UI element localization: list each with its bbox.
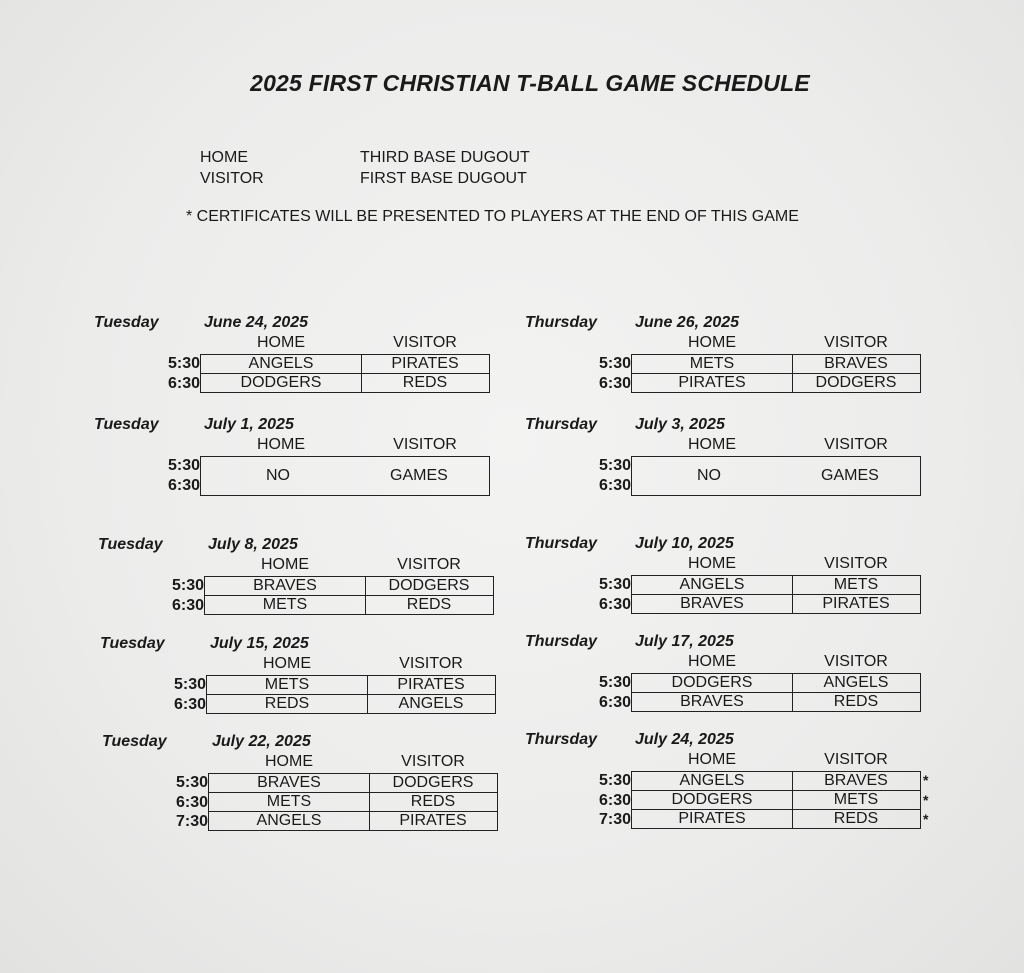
time-column: [160, 675, 206, 714]
home-header: HOME: [688, 334, 736, 351]
certificate-mark: *: [923, 772, 929, 788]
certificate-mark: [923, 354, 927, 374]
certificate-mark: [496, 576, 500, 596]
certificate-mark: [500, 793, 504, 813]
certificate-mark: [923, 575, 927, 595]
table-row: [632, 594, 920, 613]
home-team: BRAVES: [209, 774, 370, 792]
certificate-note: * CERTIFICATES WILL BE PRESENTED TO PLAYERS AT THE END OF THIS GAME: [186, 208, 799, 225]
visitor-header: VISITOR: [399, 655, 463, 672]
game-time: 7:30: [598, 811, 631, 828]
visitor-team: ANGELS: [398, 695, 464, 712]
visitor-header: VISITOR: [824, 334, 888, 351]
certificate-marks: [498, 675, 502, 714]
game-date: July 8, 2025: [208, 536, 298, 553]
home-team: METS: [207, 676, 368, 694]
table-row: [201, 355, 489, 373]
home-header: HOME: [688, 653, 736, 670]
visitor-team: REDS: [406, 596, 452, 613]
matchup-table: [631, 575, 921, 614]
visitor-team: DODGERS: [815, 374, 897, 391]
certificate-mark: [492, 374, 496, 394]
game-date: July 24, 2025: [635, 731, 734, 748]
game-day: Thursday: [525, 416, 598, 433]
certificate-mark: [500, 812, 504, 832]
game-time: 6:30: [598, 374, 631, 392]
visitor-header: VISITOR: [393, 334, 457, 351]
table-row: [632, 674, 920, 692]
home-team: BRAVES: [632, 693, 793, 711]
table-row: [209, 792, 497, 811]
certificate-mark: [498, 695, 502, 715]
no-games-left: NO: [697, 467, 721, 484]
table-row: [632, 772, 920, 790]
visitor-team: ANGELS: [823, 674, 889, 691]
matchup-table: [200, 354, 490, 393]
visitor-team: PIRATES: [397, 676, 465, 693]
matchup-table: [631, 673, 921, 712]
game-day: Thursday: [525, 731, 598, 748]
no-games-right: GAMES: [390, 467, 448, 484]
home-team: PIRATES: [632, 374, 793, 392]
certificate-marks: [923, 575, 927, 614]
visitor-team: PIRATES: [399, 812, 467, 829]
matchup-table: [206, 675, 496, 714]
game-date: July 22, 2025: [212, 733, 311, 750]
table-row: [632, 809, 920, 828]
visitor-team: PIRATES: [391, 355, 459, 372]
home-team: DODGERS: [632, 674, 793, 692]
table-row: [201, 373, 489, 392]
home-header: HOME: [257, 334, 305, 351]
visitor-team: PIRATES: [822, 595, 890, 612]
table-row: [632, 576, 920, 594]
time-column: [585, 771, 631, 830]
game-day-block: [525, 416, 945, 516]
certificate-mark: [500, 773, 504, 793]
legend-visitor-label: VISITOR: [200, 170, 264, 187]
game-day: Thursday: [525, 314, 598, 331]
home-header: HOME: [263, 655, 311, 672]
table-row: [207, 676, 495, 694]
game-day: Tuesday: [100, 635, 165, 652]
home-team: METS: [209, 793, 370, 811]
visitor-header: VISITOR: [824, 436, 888, 453]
certificate-marks: [923, 673, 927, 712]
table-row: [632, 373, 920, 392]
certificate-mark: [923, 374, 927, 394]
game-time: 6:30: [598, 693, 631, 711]
visitor-team: BRAVES: [824, 772, 888, 789]
table-row: [632, 355, 920, 373]
game-time: 6:30: [171, 596, 204, 614]
certificate-mark: [496, 596, 500, 616]
certificate-mark: [923, 693, 927, 713]
game-day: Thursday: [525, 633, 598, 650]
game-day: Tuesday: [94, 314, 159, 331]
game-date: June 24, 2025: [204, 314, 309, 331]
game-date: July 15, 2025: [210, 635, 309, 652]
home-team: BRAVES: [205, 577, 366, 595]
game-time: 6:30: [167, 477, 200, 494]
table-row: [209, 811, 497, 830]
time-column: [585, 575, 631, 614]
certificate-marks: [923, 354, 927, 393]
game-time: 6:30: [173, 695, 206, 713]
visitor-header: VISITOR: [824, 653, 888, 670]
certificate-mark: *: [923, 791, 929, 808]
visitor-header: VISITOR: [401, 753, 465, 770]
game-date: July 1, 2025: [204, 416, 294, 433]
home-header: HOME: [688, 436, 736, 453]
visitor-team: DODGERS: [388, 577, 470, 594]
matchup-table: [204, 576, 494, 615]
game-day-block: [525, 731, 945, 831]
game-time: 5:30: [167, 355, 200, 372]
table-row: [205, 595, 493, 614]
game-day-block: [94, 314, 514, 414]
home-team: METS: [632, 355, 793, 373]
visitor-header: VISITOR: [824, 555, 888, 572]
game-day-block: [525, 633, 945, 733]
certificate-marks: [492, 354, 496, 393]
table-row: [632, 692, 920, 711]
visitor-team: METS: [833, 576, 879, 593]
game-time: 5:30: [598, 576, 631, 593]
game-time: 6:30: [175, 793, 208, 811]
certificate-marks: [500, 773, 504, 832]
certificate-mark: [923, 673, 927, 693]
table-row: [205, 577, 493, 595]
game-day: Tuesday: [102, 733, 167, 750]
home-team: ANGELS: [209, 812, 370, 830]
time-column: [162, 773, 208, 832]
time-column: [585, 456, 631, 496]
game-time: 5:30: [598, 674, 631, 691]
game-date: July 10, 2025: [635, 535, 734, 552]
visitor-team: METS: [833, 791, 879, 808]
time-column: [154, 456, 200, 496]
home-team: REDS: [207, 695, 368, 713]
visitor-team: DODGERS: [392, 774, 474, 791]
game-time: 6:30: [598, 477, 631, 494]
game-time: 5:30: [173, 676, 206, 693]
certificate-marks: [496, 576, 500, 615]
legend-home-label: HOME: [200, 149, 248, 166]
time-column: [585, 354, 631, 393]
table-row: [209, 774, 497, 792]
game-time: 5:30: [171, 577, 204, 594]
game-day-block: [98, 536, 518, 636]
home-team: ANGELS: [632, 772, 793, 790]
game-day-block: [525, 535, 945, 635]
game-day-block: [102, 733, 522, 833]
visitor-header: VISITOR: [824, 751, 888, 768]
home-team: ANGELS: [632, 576, 793, 594]
no-games-box: [631, 456, 921, 496]
matchup-table: [631, 354, 921, 393]
home-header: HOME: [688, 555, 736, 572]
game-time: 6:30: [167, 374, 200, 392]
home-team: DODGERS: [201, 374, 362, 392]
certificate-mark: *: [923, 811, 929, 827]
visitor-team: REDS: [402, 374, 448, 391]
game-date: June 26, 2025: [635, 314, 740, 331]
no-games-box: [200, 456, 490, 496]
game-day: Tuesday: [98, 536, 163, 553]
game-time: 6:30: [598, 791, 631, 809]
visitor-team: REDS: [833, 810, 879, 827]
certificate-mark: [492, 354, 496, 374]
game-day-block: [525, 314, 945, 414]
time-column: [154, 354, 200, 393]
visitor-team: BRAVES: [824, 355, 888, 372]
game-date: July 17, 2025: [635, 633, 734, 650]
home-header: HOME: [265, 753, 313, 770]
game-time: 5:30: [167, 457, 200, 474]
matchup-table: [208, 773, 498, 831]
matchup-table: [631, 771, 921, 829]
home-team: BRAVES: [632, 595, 793, 613]
game-time: 5:30: [598, 355, 631, 372]
home-header: HOME: [688, 751, 736, 768]
legend-home-value: THIRD BASE DUGOUT: [360, 149, 530, 166]
game-time: 5:30: [598, 772, 631, 789]
visitor-header: VISITOR: [393, 436, 457, 453]
no-games-right: GAMES: [821, 467, 879, 484]
game-time: 7:30: [175, 813, 208, 830]
game-time: 5:30: [598, 457, 631, 474]
time-column: [585, 673, 631, 712]
game-time: 6:30: [598, 595, 631, 613]
home-team: PIRATES: [632, 810, 793, 828]
time-column: [158, 576, 204, 615]
visitor-team: REDS: [410, 793, 456, 810]
home-team: DODGERS: [632, 791, 793, 809]
home-header: HOME: [261, 556, 309, 573]
home-team: ANGELS: [201, 355, 362, 373]
legend-visitor-value: FIRST BASE DUGOUT: [360, 170, 527, 187]
game-day-block: [100, 635, 520, 735]
certificate-mark: [498, 675, 502, 695]
visitor-header: VISITOR: [397, 556, 461, 573]
no-games-left: NO: [266, 467, 290, 484]
game-day: Tuesday: [94, 416, 159, 433]
game-date: July 3, 2025: [635, 416, 725, 433]
certificate-marks: [923, 771, 928, 830]
visitor-team: REDS: [833, 693, 879, 710]
game-day-block: [94, 416, 514, 516]
home-header: HOME: [257, 436, 305, 453]
page-title: 2025 FIRST CHRISTIAN T-BALL GAME SCHEDULE: [250, 70, 810, 96]
game-time: 5:30: [175, 774, 208, 791]
game-day: Thursday: [525, 535, 598, 552]
certificate-mark: [923, 595, 927, 615]
table-row: [207, 694, 495, 713]
table-row: [632, 790, 920, 809]
home-team: METS: [205, 596, 366, 614]
